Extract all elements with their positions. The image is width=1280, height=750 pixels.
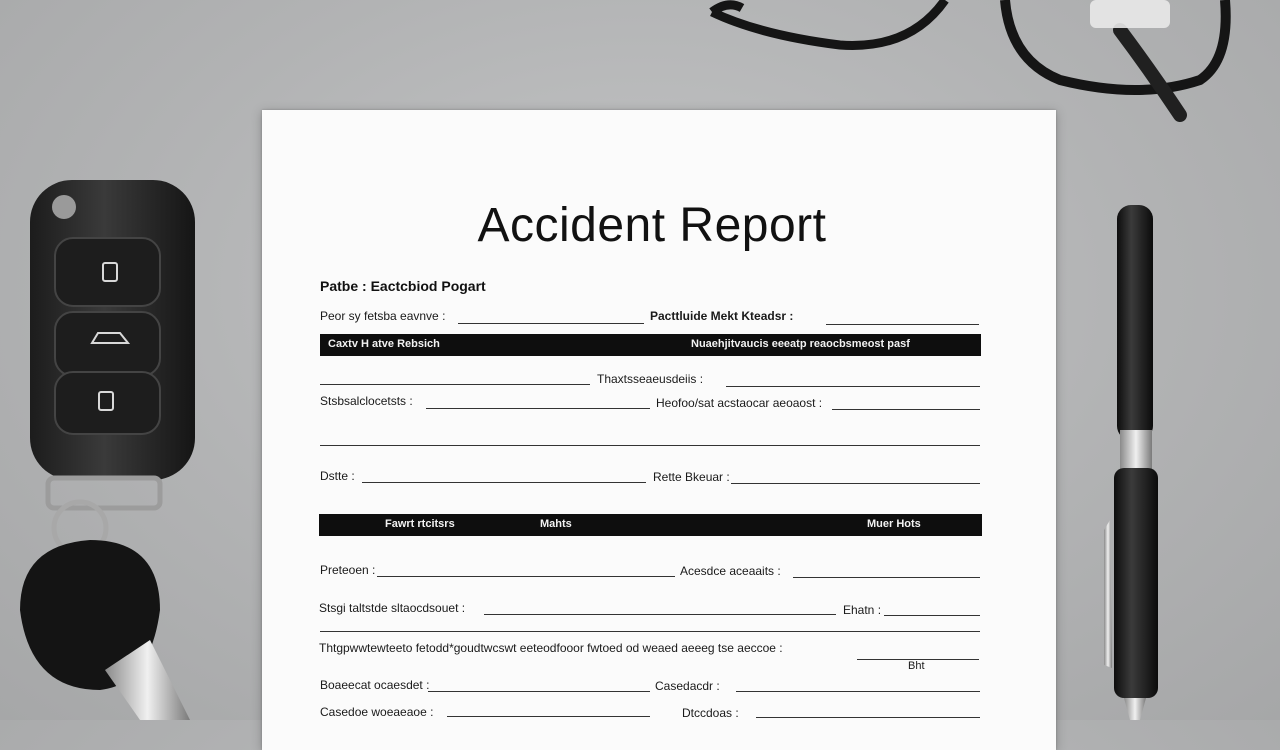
field-label-row8-right: Casedacdr :	[655, 679, 720, 693]
field-line-row9-left[interactable]	[447, 716, 650, 717]
section-header-bar-1-left: Caxtv H atve Rebsich	[328, 338, 440, 350]
field-line-row6-right[interactable]	[884, 615, 980, 616]
section-header-bar-1	[320, 334, 981, 356]
section-header-bar-2-col1: Fawrt rtcitsrs	[385, 518, 455, 530]
field-label-row9-left: Casedoe woeaeaoe :	[320, 705, 434, 719]
field-label-row9-right: Dtccdoas :	[682, 706, 739, 720]
field-label-row1-right: Pacttluide Mekt Kteadsr :	[650, 309, 794, 323]
field-label-row1-left: Peor sy fetsba eavnve :	[320, 309, 446, 323]
field-label-row7: Thtgpwwtewteeto fetodd*goudtwcswt eeteodfooor fwtoed od weaed aeeeg tse aeccoe :	[319, 641, 783, 655]
field-line-row5-right[interactable]	[793, 577, 980, 578]
field-line-row3-right[interactable]	[832, 409, 980, 410]
field-line-row8-left[interactable]	[428, 691, 650, 692]
pen	[1104, 205, 1158, 720]
field-line-row9-right[interactable]	[756, 717, 980, 718]
field-label-row6-right: Ehatn :	[843, 603, 882, 617]
field-label-row3-left: Stsbsalclocetsts :	[320, 394, 413, 408]
field-line-row4-right[interactable]	[731, 483, 980, 484]
field-label-row5-right: Acesdce aceaaits :	[680, 564, 781, 578]
field-line-row2-left[interactable]	[320, 384, 590, 385]
car-key-fob	[20, 180, 195, 720]
section-header-bar-2-col2: Mahts	[540, 518, 572, 530]
section-header-bar-2	[319, 514, 982, 536]
field-line-row1-right[interactable]	[826, 324, 979, 325]
field-label-row2-right: Thaxtsseaeusdeiis :	[597, 372, 704, 386]
field-label-row6-left: Stsgi taltstde sltaocdsouet :	[319, 601, 466, 615]
field-line-row8-right[interactable]	[736, 691, 980, 692]
form-subtitle: Patbe : Eactcbiod Pogart	[320, 278, 486, 294]
field-label-row5-left: Preteoen :	[320, 563, 376, 577]
field-line-blank-full[interactable]	[320, 445, 980, 446]
field-label-row4-left: Dstte :	[320, 469, 355, 483]
page-title: Accident Report	[477, 199, 827, 252]
field-line-row6-full[interactable]	[320, 631, 980, 632]
field-line-row3-left[interactable]	[426, 408, 650, 409]
field-line-row1-left[interactable]	[458, 323, 644, 324]
field-line-row6-left[interactable]	[484, 614, 836, 615]
field-line-row5-left[interactable]	[377, 576, 675, 577]
section-header-bar-2-col3: Muer Hots	[867, 518, 921, 530]
field-line-row2-right[interactable]	[726, 386, 980, 387]
field-note-row7: Bht	[908, 660, 925, 672]
section-header-bar-1-right: Nuaehjitvaucis eeeatp reaocbsmeost pasf	[691, 338, 910, 350]
field-label-row3-right: Heofoo/sat acstaocar aeoaost :	[656, 396, 823, 410]
field-label-row8-left: Boaeecat ocaesdet :	[320, 678, 430, 692]
eyeglasses	[712, 0, 1226, 115]
field-line-row4-left[interactable]	[362, 482, 646, 483]
field-label-row4-right: Rette Bkeuar :	[653, 470, 730, 484]
